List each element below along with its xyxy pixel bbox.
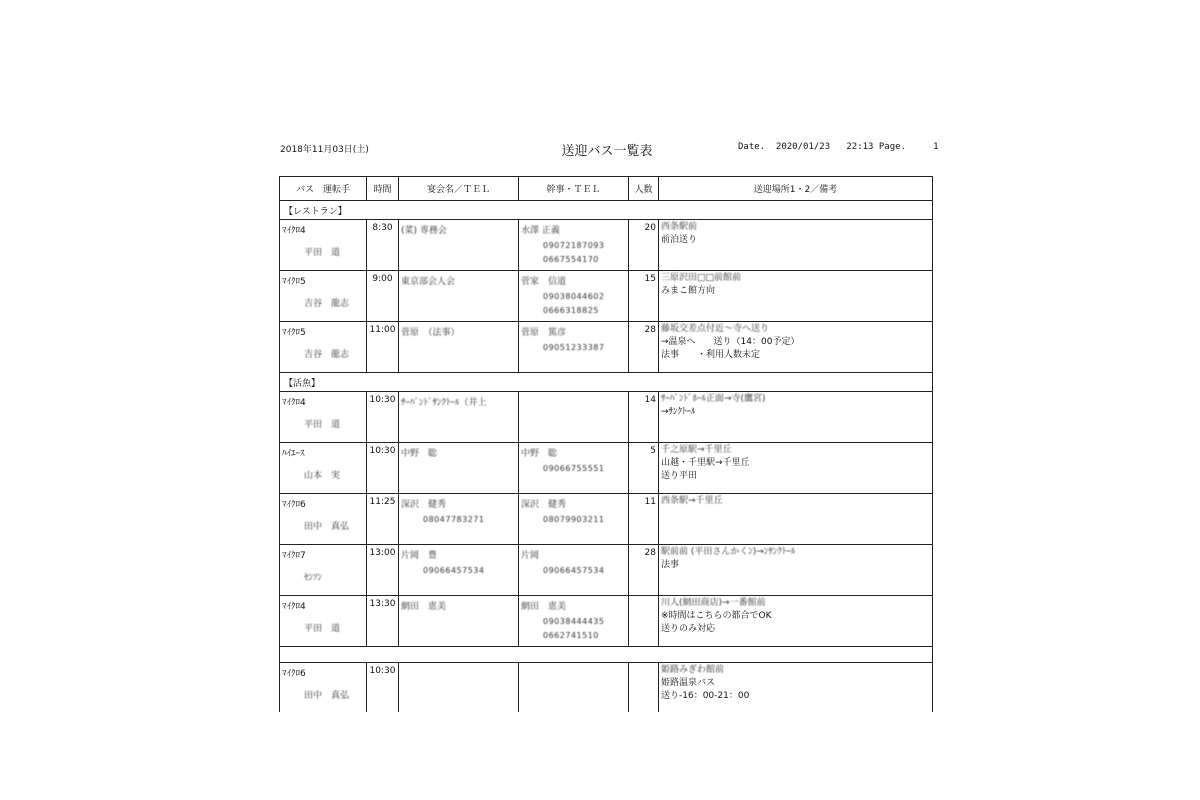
- time-cell: [367, 271, 399, 322]
- bus-cell: [280, 663, 367, 713]
- count-cell: [629, 271, 659, 322]
- event-name: (菜) 専務会: [401, 226, 447, 236]
- driver-name: 平田 道: [304, 624, 341, 634]
- table-header-row: [280, 177, 933, 201]
- count-cell: [629, 443, 659, 494]
- bus-cell: [280, 443, 367, 494]
- table-row: [280, 220, 933, 271]
- note-line: 送りのみ対応: [661, 624, 716, 634]
- guest-count: 15: [644, 274, 656, 284]
- notes-cell: [659, 596, 933, 647]
- event-tel: 09066457534: [423, 566, 485, 575]
- organizer-cell: [519, 271, 629, 322]
- event-name: 中野 聡: [401, 449, 438, 459]
- organizer-name: 深沢 健秀: [521, 500, 567, 510]
- organizer-tel-1: 08079903211: [543, 515, 605, 524]
- count-cell: [629, 392, 659, 443]
- organizer-name: 菅原 篤彦: [521, 328, 567, 338]
- table-row: [280, 392, 933, 443]
- section-spacer: [280, 647, 933, 663]
- pickup-time: 10:30: [369, 666, 396, 676]
- organizer-name: 菅家 信道: [521, 277, 567, 287]
- note-line: 千之原駅→千里丘: [661, 445, 732, 455]
- organizer-name: 水澤 正義: [521, 226, 560, 236]
- organizer-cell: [519, 545, 629, 596]
- guest-count: 11: [644, 497, 656, 507]
- bus-name: ﾏｲｸﾛ6: [282, 500, 306, 510]
- organizer-cell: [519, 322, 629, 373]
- note-line: ※時間はこちらの都合でOK: [661, 611, 772, 621]
- note-line: 山越・千里駅→千里丘: [661, 458, 750, 468]
- driver-name: 田中 真弘: [304, 691, 350, 701]
- notes-cell: [659, 494, 933, 545]
- driver-name: 吉谷 龍志: [304, 299, 350, 309]
- table-row: [280, 494, 933, 545]
- event-tel: 08047783271: [423, 515, 485, 524]
- spacer-cell: [280, 647, 933, 663]
- bus-name: ﾏｲｸﾛ4: [282, 226, 306, 236]
- organizer-tel-2: 0666318825: [543, 306, 599, 315]
- pickup-time: 10:30: [369, 395, 396, 405]
- table-row: [280, 322, 933, 373]
- note-line: 駅前前 (平田さんかくﾝ)→ﾝｻﾝｸﾄｰﾙ: [661, 547, 796, 557]
- event-cell: [399, 220, 519, 271]
- organizer-tel-1: 09066457534: [543, 566, 605, 575]
- bus-cell: [280, 220, 367, 271]
- notes-cell: [659, 443, 933, 494]
- pickup-time: 11:00: [369, 325, 396, 335]
- pickup-time: 13:30: [369, 599, 396, 609]
- event-name: 片岡 豊: [401, 551, 438, 561]
- organizer-tel-1: 09038444435: [543, 617, 605, 626]
- bus-name: ﾏｲｸﾛ4: [282, 602, 306, 612]
- bus-cell: [280, 596, 367, 647]
- organizer-cell: [519, 220, 629, 271]
- organizer-cell: [519, 663, 629, 713]
- organizer-name: 中野 聡: [521, 449, 558, 459]
- bus-name: ﾏｲｸﾛ6: [282, 669, 306, 679]
- note-line: 前泊送り: [661, 235, 698, 245]
- col-header-event: 宴会名／ＴＥＬ: [399, 177, 519, 201]
- note-line: みまこ館方向: [661, 286, 716, 296]
- event-name: 菅原 （法事）: [401, 328, 460, 338]
- organizer-name: 網田 恵美: [521, 602, 567, 612]
- guest-count: 5: [650, 446, 656, 456]
- note-line: 西条駅前: [661, 222, 698, 232]
- event-cell: [399, 494, 519, 545]
- notes-cell: [659, 392, 933, 443]
- bus-schedule-table: [279, 176, 933, 712]
- bus-name: ﾏｲｸﾛ5: [282, 277, 306, 287]
- notes-cell: [659, 322, 933, 373]
- col-header-organizer: 幹事・ＴＥＬ: [519, 177, 629, 201]
- event-name: 網田 恵美: [401, 602, 447, 612]
- section-label: 【レストラン】: [280, 201, 933, 220]
- count-cell: [629, 220, 659, 271]
- count-cell: [629, 494, 659, 545]
- section-row: [280, 373, 933, 392]
- print-date: 2018年11月03日(土): [280, 145, 369, 155]
- pickup-time: 13:00: [369, 548, 396, 558]
- driver-name: 平田 道: [304, 248, 341, 258]
- driver-name: 平田 道: [304, 420, 341, 430]
- guest-count: 28: [644, 548, 656, 558]
- bus-cell: [280, 322, 367, 373]
- driver-name: 山本 実: [304, 471, 341, 481]
- notes-cell: [659, 220, 933, 271]
- note-line: 藤坂交差点付近～寺へ送り: [661, 324, 770, 334]
- event-cell: [399, 596, 519, 647]
- report-title: 送迎バス一覧表: [561, 144, 653, 159]
- pickup-time: 8:30: [372, 223, 393, 233]
- note-line: 姫路温泉バス: [661, 678, 716, 688]
- event-cell: [399, 322, 519, 373]
- driver-name: 吉谷 龍志: [304, 350, 350, 360]
- note-line: 川人(網田商店)→一番館前: [661, 598, 766, 608]
- print-timestamp: Date. 2020/01/23 22:13 Page. 1: [738, 142, 939, 152]
- organizer-cell: [519, 494, 629, 545]
- time-cell: [367, 220, 399, 271]
- bus-cell: [280, 545, 367, 596]
- col-header-time: 時間: [367, 177, 399, 201]
- event-name: ｻｰﾊﾞﾝﾄﾞｻﾝｸﾄｰﾙ（井上: [401, 398, 487, 408]
- table-row: [280, 663, 933, 713]
- bus-cell: [280, 392, 367, 443]
- organizer-tel-1: 09066755551: [543, 464, 605, 473]
- event-cell: [399, 443, 519, 494]
- organizer-cell: [519, 443, 629, 494]
- organizer-tel-1: 09072187093: [543, 241, 605, 250]
- note-line: 法事 ・利用人数未定: [661, 350, 761, 360]
- time-cell: [367, 392, 399, 443]
- col-header-bus: バス 運転手: [280, 177, 367, 201]
- report-page: [262, 0, 940, 712]
- bus-name: ﾏｲｸﾛ7: [282, 551, 306, 561]
- count-cell: [629, 663, 659, 713]
- event-cell: [399, 271, 519, 322]
- bus-name: ﾏｲｸﾛ5: [282, 328, 306, 338]
- table-row: [280, 596, 933, 647]
- pickup-time: 10:30: [369, 446, 396, 456]
- bus-cell: [280, 271, 367, 322]
- event-name: 深沢 健秀: [401, 500, 447, 510]
- table-row: [280, 271, 933, 322]
- table-row: [280, 545, 933, 596]
- time-cell: [367, 545, 399, 596]
- event-cell: [399, 663, 519, 713]
- note-line: →ｻﾝｸﾄｰﾙ: [661, 407, 696, 417]
- note-line: 西条駅→千里丘: [661, 496, 723, 506]
- pickup-time: 11:25: [369, 497, 396, 507]
- time-cell: [367, 663, 399, 713]
- count-cell: [629, 545, 659, 596]
- note-line: 三原沢田□□前館前: [661, 273, 742, 283]
- driver-name: 田中 真弘: [304, 522, 350, 532]
- bus-name: ﾏｲｸﾛ4: [282, 398, 306, 408]
- organizer-tel-1: 09038044602: [543, 292, 605, 301]
- notes-cell: [659, 545, 933, 596]
- note-line: 送り-16：00-21：00: [661, 691, 750, 701]
- count-cell: [629, 596, 659, 647]
- driver-name: ｾﾝｿﾝ: [304, 573, 323, 583]
- guest-count: 28: [644, 325, 656, 335]
- note-line: 法事: [661, 560, 680, 570]
- time-cell: [367, 443, 399, 494]
- bus-name: ﾊｲｴｰｽ: [282, 449, 305, 459]
- event-cell: [399, 545, 519, 596]
- col-header-notes: 送迎場所1・2／備考: [659, 177, 933, 201]
- organizer-tel-2: 0667554170: [543, 255, 599, 264]
- organizer-cell: [519, 392, 629, 443]
- note-line: 姫路みぎわ館前: [661, 665, 725, 675]
- section-row: [280, 201, 933, 220]
- notes-cell: [659, 271, 933, 322]
- bus-cell: [280, 494, 367, 545]
- event-name: 東京部会人会: [401, 277, 456, 287]
- organizer-tel-1: 09051233387: [543, 343, 605, 352]
- pickup-time: 9:00: [372, 274, 393, 284]
- organizer-name: 片岡: [521, 551, 540, 561]
- organizer-cell: [519, 596, 629, 647]
- notes-cell: [659, 663, 933, 713]
- note-line: →温泉へ 送り（14：00予定）: [661, 337, 800, 347]
- time-cell: [367, 596, 399, 647]
- time-cell: [367, 494, 399, 545]
- guest-count: 20: [644, 223, 656, 233]
- note-line: 送り平田: [661, 471, 698, 481]
- note-line: ｻｰﾊﾞﾝﾄﾞﾎｰﾙ正面→寺(鷹宮): [661, 394, 766, 404]
- guest-count: 14: [644, 395, 656, 405]
- section-label: 【活魚】: [280, 373, 933, 392]
- organizer-tel-2: 0662741510: [543, 631, 599, 640]
- table-row: [280, 443, 933, 494]
- event-cell: [399, 392, 519, 443]
- col-header-count: 人数: [629, 177, 659, 201]
- count-cell: [629, 322, 659, 373]
- time-cell: [367, 322, 399, 373]
